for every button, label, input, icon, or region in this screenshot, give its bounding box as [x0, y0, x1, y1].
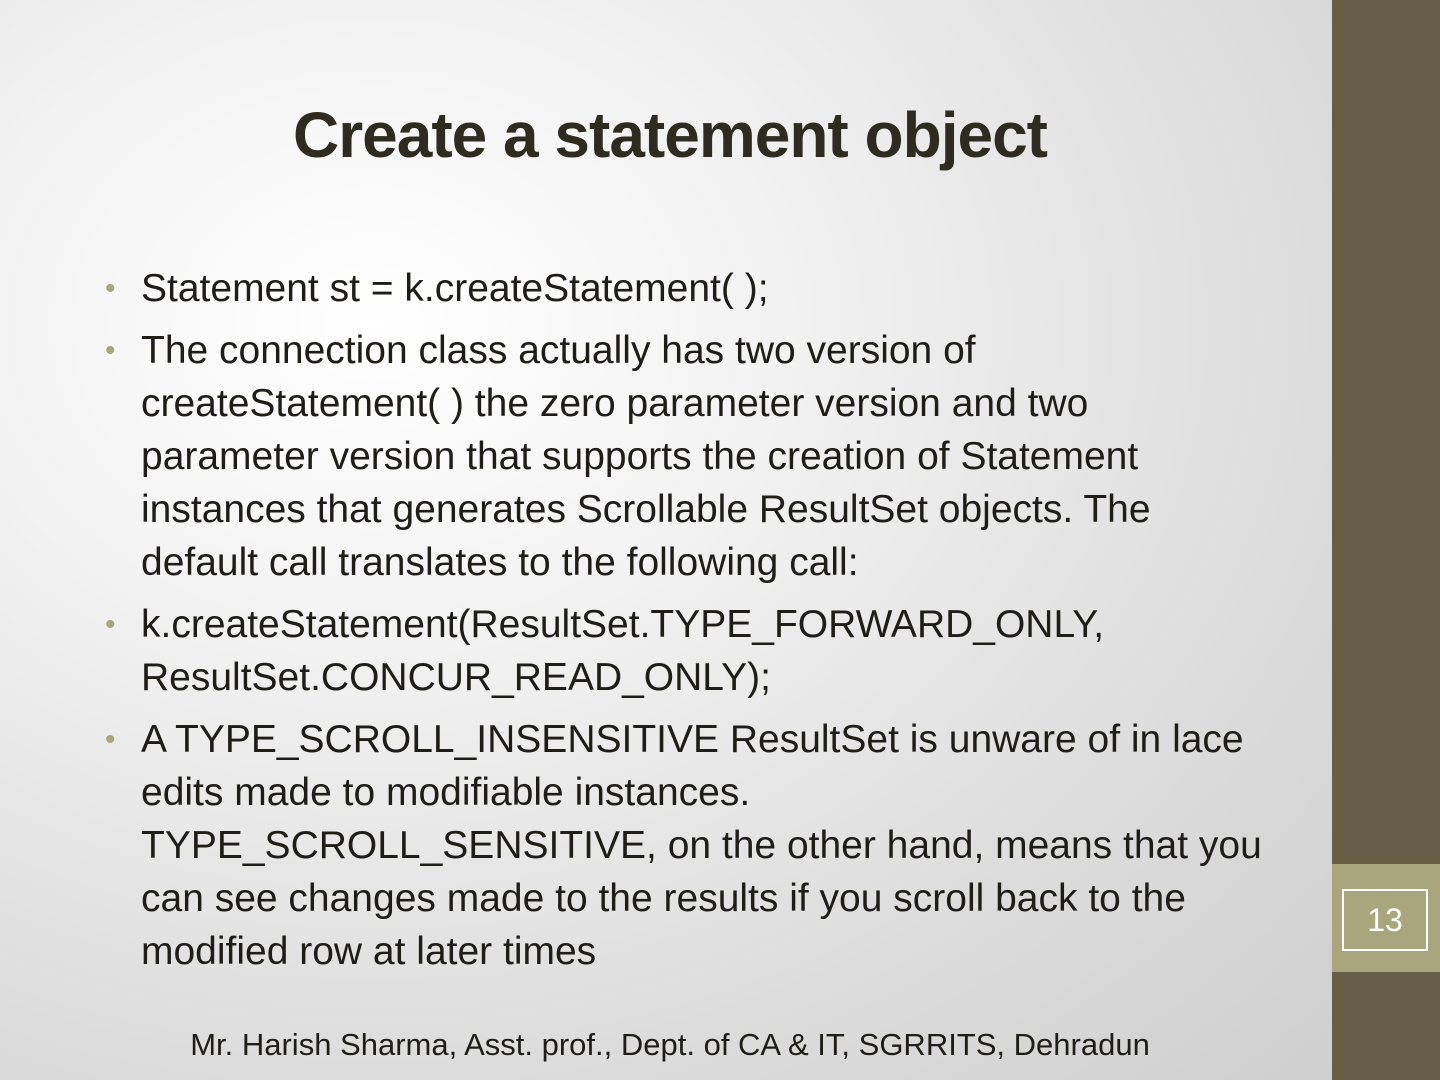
slide-footer: Mr. Harish Sharma, Asst. prof., Dept. of CA & IT, SGRRITS, Dehradun [190, 1027, 1150, 1062]
bullet-dot-icon: • [105, 334, 116, 367]
bullet-dot-icon: • [105, 272, 116, 305]
bullet-item [105, 324, 1275, 589]
bullet-dot-icon: • [105, 723, 116, 756]
page-number: 13 [1342, 889, 1428, 951]
bullet-text: The connection class actually has two version of createStatement( ) the zero parameter version and two parameter version that supports the creation of Statement instances that generates Scrollable ResultSet objects. The default call translates to the following call: [141, 329, 1151, 584]
bullet-item [105, 713, 1275, 978]
bullet-item [105, 262, 1275, 315]
bullet-text: k.createStatement(ResultSet.TYPE_FORWARD_ONLY, ResultSet.CONCUR_READ_ONLY); [141, 603, 1105, 699]
bullet-item [105, 598, 1275, 704]
slide-title: Create a statement object [293, 99, 1047, 171]
bullet-list [105, 262, 1275, 987]
bullet-text: Statement st = k.createStatement( ); [141, 267, 769, 310]
bullet-dot-icon: • [105, 608, 116, 641]
bullet-text: A TYPE_SCROLL_INSENSITIVE ResultSet is unware of in lace edits made to modifiable instances. TYPE_SCROLL_SENSITIVE, on the other hand, means that you can see changes made to the results if you scroll back to the modified row at later times [141, 718, 1262, 973]
